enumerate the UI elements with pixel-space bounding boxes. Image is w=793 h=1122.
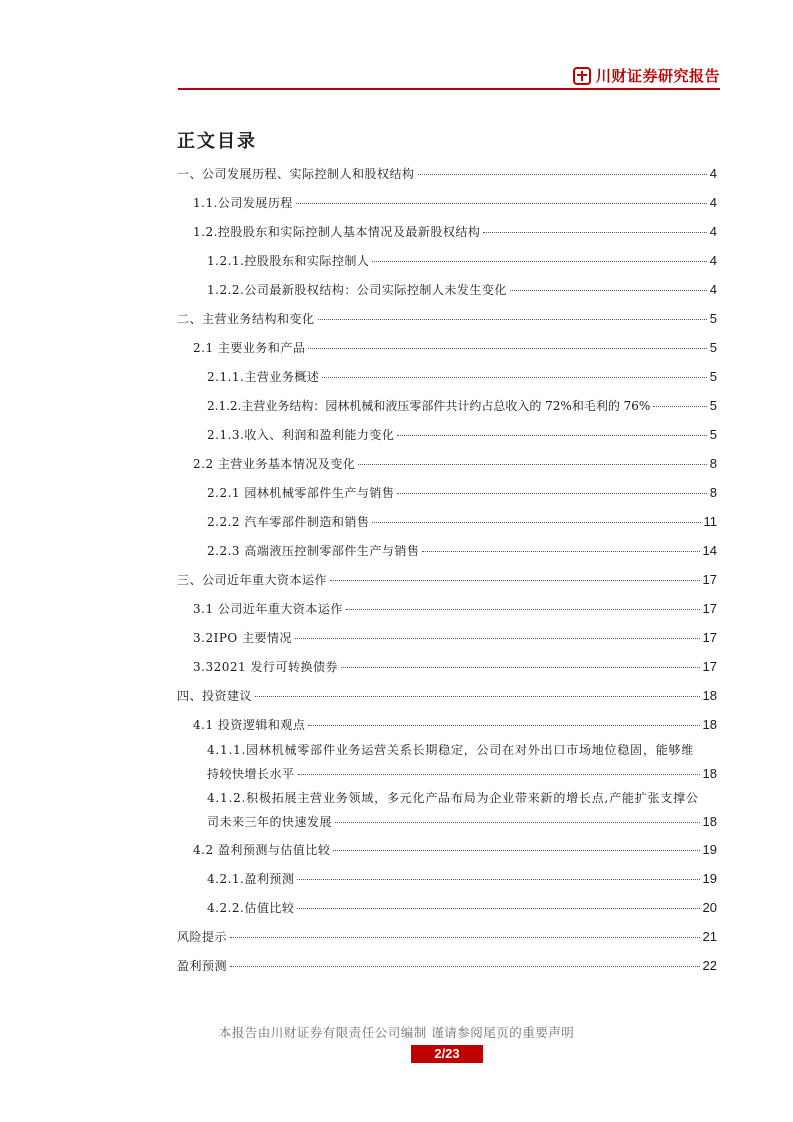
toc-title: 正文目录	[177, 131, 257, 152]
toc-entry[interactable]	[177, 159, 717, 188]
toc-entry-label: 风险提示	[177, 930, 228, 944]
toc-entry-label: 1.2.2.公司最新股权结构：公司实际控制人未发生变化	[207, 283, 507, 297]
toc-entry-label: 4.1.2.积极拓展主营业务领域，多元化产品布局为企业带来新的增长点,产能扩张支撑公	[207, 791, 699, 805]
toc-entry-label: 2.2.2 汽车零部件制造和销售	[207, 515, 370, 529]
toc-entry[interactable]	[177, 333, 717, 362]
toc-entry-label: 2.2.3 高端液压控制零部件生产与销售	[207, 544, 420, 558]
toc-entry[interactable]	[177, 652, 717, 681]
chuancai-logo-icon	[573, 67, 591, 85]
toc-entry[interactable]	[177, 893, 717, 922]
dot-leader	[483, 232, 706, 233]
toc-entry-label: 2.2 主营业务基本情况及变化	[193, 457, 356, 471]
dot-leader	[318, 319, 707, 320]
dot-leader	[297, 908, 699, 909]
header-rule	[178, 88, 720, 90]
dot-leader	[510, 290, 707, 291]
dot-leader	[397, 493, 706, 494]
toc-entry-label: 3.1 公司近年重大资本运作	[193, 602, 343, 616]
toc-entry-label: 2.1.2.主营业务结构：园林机械和液压零部件共计约占总收入的 72%和毛利的 76%	[207, 399, 651, 413]
toc-entry[interactable]	[177, 507, 717, 536]
toc-entry-page: 17	[702, 659, 717, 674]
toc-entry-label: 1.2.控股股东和实际控制人基本情况及最新股权结构	[193, 225, 481, 239]
toc-entry[interactable]	[177, 362, 717, 391]
page-number-badge: 2/23	[411, 1045, 483, 1063]
toc-entry[interactable]	[177, 420, 717, 449]
brand-name: 川财证券研究报告	[595, 67, 720, 85]
dot-leader	[372, 261, 706, 262]
dot-leader	[422, 551, 699, 552]
toc-entry-page: 11	[703, 514, 717, 529]
toc-entry[interactable]	[177, 922, 717, 951]
dot-leader	[255, 696, 700, 697]
footer-disclaimer: 本报告由川财证券有限责任公司编制 谨请参阅尾页的重要声明	[218, 1025, 575, 1040]
toc-entry-label: 一、公司发展历程、实际控制人和股权结构	[177, 167, 415, 181]
toc-entry[interactable]	[177, 864, 717, 893]
toc-entry-page: 20	[702, 900, 717, 915]
toc-entry[interactable]	[177, 304, 717, 333]
dot-leader	[297, 879, 699, 880]
toc-entry-page: 17	[702, 572, 717, 587]
toc-entry[interactable]	[177, 536, 717, 565]
toc-entry-page: 18	[702, 717, 717, 732]
dot-leader	[346, 609, 700, 610]
dot-leader	[308, 725, 699, 726]
toc-entry[interactable]	[177, 391, 717, 420]
toc-entry-page: 8	[709, 456, 717, 471]
dot-leader	[358, 464, 706, 465]
dot-leader	[335, 822, 700, 823]
toc-entry[interactable]	[177, 594, 717, 623]
dot-leader	[296, 203, 707, 204]
toc-entry[interactable]	[177, 710, 717, 739]
toc-entry-label: 2.1 主要业务和产品	[193, 341, 306, 355]
toc-entry-page: 4	[709, 282, 717, 297]
dot-leader	[298, 774, 700, 775]
dot-leader	[372, 522, 700, 523]
toc-entry-label: 2.1.1.主营业务概述	[207, 370, 320, 384]
toc-entry-label: 4.1.1.园林机械零部件业务运营关系长期稳定，公司在对外出口市场地位稳固，能够维	[207, 743, 695, 757]
toc-entry-label: 2.2.1 园林机械零部件生产与销售	[207, 486, 395, 500]
toc-entry-label: 4.2 盈利预测与估值比较	[193, 843, 331, 857]
dot-leader	[653, 406, 706, 407]
toc-entry-page: 8	[709, 485, 717, 500]
toc-entry-page: 5	[709, 311, 717, 326]
toc-entry-page: 19	[702, 842, 717, 857]
toc-entry[interactable]	[177, 681, 717, 710]
toc-entry-page: 5	[709, 340, 717, 355]
dot-leader	[333, 850, 699, 851]
toc-entry-page: 19	[702, 871, 717, 886]
toc-entry-label: 4.1 投资逻辑和观点	[193, 718, 306, 732]
toc-entry[interactable]	[177, 835, 717, 864]
toc-entry[interactable]	[177, 449, 717, 478]
toc-entry-page: 5	[709, 369, 717, 384]
toc-entry-page: 4	[709, 224, 717, 239]
dot-leader	[230, 966, 700, 967]
toc-entry-page: 4	[709, 253, 717, 268]
toc-entry-label: 二、主营业务结构和变化	[177, 312, 315, 326]
toc-entry-label: 2.1.3.收入、利润和盈利能力变化	[207, 428, 395, 442]
toc-entry-page: 14	[702, 543, 717, 558]
dot-leader	[397, 435, 706, 436]
dot-leader	[295, 638, 699, 639]
toc-entry-label: 四、投资建议	[177, 689, 253, 703]
toc-entry[interactable]	[177, 565, 717, 594]
dot-leader	[418, 174, 707, 175]
brand	[573, 65, 720, 86]
toc-entry[interactable]	[177, 217, 717, 246]
toc-entry-label-continued: 持较快增长水平	[207, 767, 295, 781]
toc-entry-page: 4	[709, 195, 717, 210]
toc-entry-page: 17	[702, 601, 717, 616]
toc-entry-page: 17	[702, 630, 717, 645]
page-header	[178, 60, 720, 90]
toc-entry-page: 21	[702, 929, 717, 944]
toc-entry[interactable]	[177, 951, 717, 980]
toc-entry[interactable]	[177, 275, 717, 304]
table-of-contents	[177, 159, 717, 980]
toc-entry[interactable]	[177, 188, 717, 217]
toc-entry-page: 5	[709, 427, 717, 442]
toc-entry[interactable]	[177, 739, 717, 787]
toc-entry-label: 3.2IPO 主要情况	[193, 631, 293, 645]
toc-entry-label: 盈利预测	[177, 959, 228, 973]
toc-entry-label: 1.1.公司发展历程	[193, 196, 293, 210]
toc-entry-page: 18	[702, 814, 717, 829]
dot-leader	[330, 580, 700, 581]
toc-entry-label: 1.2.1.控股股东和实际控制人	[207, 254, 370, 268]
dot-leader	[322, 377, 706, 378]
dot-leader	[308, 348, 706, 349]
toc-entry-page: 18	[702, 688, 717, 703]
toc-entry-page: 18	[702, 766, 717, 781]
toc-entry-label-continued: 司未来三年的快速发展	[207, 815, 333, 829]
toc-entry-page: 5	[709, 398, 717, 413]
toc-entry[interactable]	[177, 246, 717, 275]
dot-leader	[230, 937, 700, 938]
toc-entry-label: 4.2.2.估值比较	[207, 901, 295, 915]
toc-entry-label: 三、公司近年重大资本运作	[177, 573, 328, 587]
toc-entry[interactable]	[177, 478, 717, 507]
toc-entry-label: 4.2.1.盈利预测	[207, 872, 295, 886]
toc-entry[interactable]	[177, 623, 717, 652]
toc-entry-page: 4	[709, 166, 717, 181]
dot-leader	[341, 667, 700, 668]
toc-entry-page: 22	[702, 958, 717, 973]
toc-entry-label: 3.32021 发行可转换债券	[193, 660, 338, 674]
toc-entry[interactable]	[177, 787, 717, 835]
